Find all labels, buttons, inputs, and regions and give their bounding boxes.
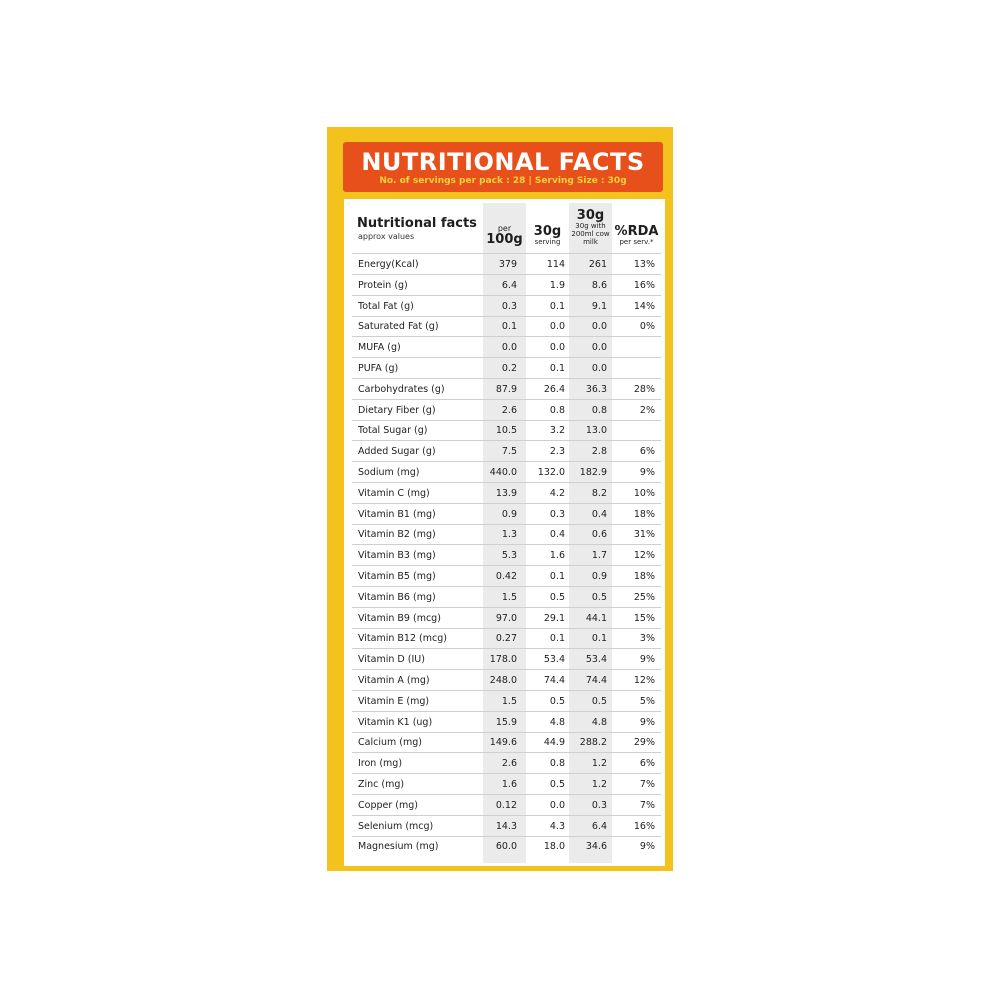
table-row [352,732,661,753]
value-with-milk: 4.8 [591,716,607,728]
value-per-serving: 114 [546,259,565,270]
value-rda: 25% [633,591,655,603]
value-with-milk: 8.2 [591,487,607,499]
value-per-serving: 0.3 [549,508,565,520]
nutrient-name: Magnesium (mg) [358,841,439,853]
value-per-serving: 0.5 [549,779,565,790]
nutrient-name: Vitamin A (mg) [358,675,430,686]
value-with-milk: 1.2 [591,758,607,770]
nutrient-name: PUFA (g) [358,363,399,374]
table-row [352,795,661,816]
value-per-serving: 74.4 [543,675,565,686]
value-per-100g: 97.0 [495,612,517,624]
value-per-100g: 6.4 [501,279,517,291]
value-per-100g: 1.5 [501,591,517,603]
value-per-serving: 29.1 [543,612,565,624]
value-rda: 15% [633,612,655,624]
column-header-milk [569,203,612,259]
value-rda: 16% [633,820,655,832]
nutrient-name: Saturated Fat (g) [358,321,439,333]
table-row [352,296,661,317]
table-row [352,400,661,421]
value-per-serving: 0.1 [549,633,565,645]
value-rda: 14% [633,300,655,312]
nutrient-name: Calcium (mg) [358,737,422,749]
col2-small: serving [534,238,561,246]
value-per-100g: 0.27 [495,633,517,645]
value-rda: 7% [639,779,655,790]
value-per-100g: 1.5 [501,695,517,707]
value-per-serving: 1.6 [549,550,565,562]
value-per-100g: 178.0 [489,654,517,666]
value-rda: 12% [633,550,655,562]
value-with-milk: 0.0 [591,321,607,333]
value-with-milk: 288.2 [579,737,607,749]
value-per-serving: 2.3 [549,446,565,458]
value-rda: 10% [633,487,655,499]
table-row [352,836,661,857]
value-per-100g: 7.5 [501,446,517,458]
value-with-milk: 0.9 [591,571,607,582]
banner-subtitle: No. of servings per pack : 28 | Serving Size : 30g [379,176,627,186]
value-with-milk: 53.4 [585,654,607,666]
value-with-milk: 182.9 [579,467,607,478]
nutrient-name: Vitamin B1 (mg) [358,508,436,520]
value-per-100g: 2.6 [501,758,517,770]
nutrient-name: Vitamin B9 (mcg) [358,612,441,624]
banner-title: NUTRITIONAL FACTS [361,148,645,176]
table-row [352,379,661,400]
table-row [352,691,661,712]
value-per-100g: 0.1 [501,321,517,333]
value-with-milk: 1.7 [591,550,607,562]
nutrient-name: Vitamin C (mg) [358,487,430,499]
table-row [352,337,661,358]
table-row [352,774,661,795]
col3-big: 30g [576,208,605,223]
nutrient-name: Vitamin B2 (mg) [358,529,436,541]
value-per-serving: 0.1 [549,571,565,582]
value-with-milk: 261 [588,259,607,270]
table-row [352,441,661,462]
table-row [352,608,661,629]
value-per-100g: 0.12 [495,799,517,811]
value-with-milk: 9.1 [591,300,607,312]
value-with-milk: 0.1 [591,633,607,645]
value-per-serving: 0.5 [549,695,565,707]
table-row [352,649,661,670]
value-per-serving: 3.2 [549,425,565,437]
nutrient-name: Copper (mg) [358,799,418,811]
nutrient-name: Vitamin D (IU) [358,654,425,666]
value-per-100g: 248.0 [489,675,517,686]
value-per-100g: 440.0 [489,467,517,478]
table-row [352,712,661,733]
value-per-100g: 1.6 [501,779,517,790]
table-header-title: Nutritional facts [357,216,477,231]
value-per-serving: 0.1 [549,363,565,374]
table-row [352,275,661,296]
col4-small: per serv.* [619,238,654,246]
value-per-serving: 26.4 [543,383,565,395]
value-rda: 31% [633,529,655,541]
value-per-100g: 1.3 [501,529,517,541]
value-per-100g: 0.9 [501,508,517,520]
value-per-serving: 4.2 [549,487,565,499]
nutrient-name: Sodium (mg) [358,467,420,478]
value-per-serving: 0.0 [549,799,565,811]
table-row [352,753,661,774]
value-rda: 29% [633,737,655,749]
nutrient-name: Carbohydrates (g) [358,383,445,395]
nutrient-name: Protein (g) [358,279,408,291]
table-row [352,670,661,691]
table-row [352,628,661,649]
value-with-milk: 0.5 [591,695,607,707]
value-rda: 7% [639,799,655,811]
nutrient-name: Vitamin K1 (ug) [358,716,433,728]
nutrient-name: Vitamin B12 (mcg) [358,633,447,645]
value-rda: 16% [633,279,655,291]
value-per-serving: 0.8 [549,758,565,770]
nutrient-name: Vitamin B5 (mg) [358,571,436,582]
table-row [352,566,661,587]
value-rda: 28% [633,383,655,395]
value-rda: 2% [639,404,655,416]
value-rda: 12% [633,675,655,686]
table-row [352,316,661,337]
value-per-100g: 0.3 [501,300,517,312]
col4-big: %RDA [614,224,659,239]
value-per-serving: 0.0 [549,321,565,333]
value-per-100g: 149.6 [489,737,517,749]
nutrient-name: Selenium (mcg) [358,820,434,832]
value-with-milk: 36.3 [585,383,607,395]
value-with-milk: 6.4 [591,820,607,832]
value-with-milk: 1.2 [591,779,607,790]
value-rda: 9% [639,841,655,853]
value-per-100g: 87.9 [495,383,517,395]
nutrient-name: Total Sugar (g) [358,425,428,437]
value-per-serving: 4.8 [549,716,565,728]
value-rda: 5% [639,695,655,707]
nutrient-name: Total Fat (g) [358,300,414,312]
table-row [352,254,661,275]
value-per-100g: 2.6 [501,404,517,416]
value-per-100g: 15.9 [495,716,517,728]
nutrient-name: Vitamin E (mg) [358,695,430,707]
value-per-100g: 60.0 [495,841,517,853]
value-per-100g: 5.3 [501,550,517,562]
nutrient-name: Iron (mg) [358,758,403,770]
value-rda: 3% [639,633,655,645]
table-row [352,545,661,566]
value-per-serving: 44.9 [543,737,565,749]
table-row [352,587,661,608]
value-per-serving: 18.0 [543,841,565,853]
value-per-serving: 1.9 [549,279,565,291]
table-row [352,420,661,441]
value-rda: 0% [639,321,655,333]
value-rda: 9% [639,654,655,666]
table-row [352,358,661,379]
value-with-milk: 13.0 [585,425,607,437]
value-per-serving: 0.8 [549,404,565,416]
value-with-milk: 2.8 [591,446,607,458]
value-per-serving: 0.4 [549,529,565,541]
table-row [352,483,661,504]
value-rda: 18% [633,508,655,520]
value-with-milk: 74.4 [585,675,607,686]
col1-small: per [497,224,512,233]
table-row [352,504,661,525]
value-rda: 13% [633,259,655,270]
value-per-100g: 14.3 [495,820,517,832]
col1-big: 100g [486,232,523,247]
value-per-100g: 379 [498,259,517,270]
table-header-subtitle: approx values [358,232,415,241]
value-rda: 18% [633,571,655,582]
value-per-serving: 53.4 [543,654,565,666]
value-with-milk: 0.0 [591,363,607,374]
value-with-milk: 0.0 [591,342,607,354]
value-per-100g: 13.9 [495,487,517,499]
value-with-milk: 0.6 [591,529,607,541]
nutrient-name: Vitamin B3 (mg) [358,550,436,562]
value-rda: 9% [639,467,655,478]
nutrient-name: Energy(Kcal) [358,259,419,270]
value-per-100g: 10.5 [495,425,517,437]
value-with-milk: 0.8 [591,404,607,416]
nutrient-name: Dietary Fiber (g) [358,404,436,416]
value-with-milk: 34.6 [585,841,607,853]
value-rda: 6% [639,758,655,770]
col2-big: 30g [533,224,562,239]
value-per-100g: 0.2 [501,363,517,374]
value-with-milk: 0.3 [591,799,607,811]
nutrient-name: Zinc (mg) [358,779,405,790]
value-per-100g: 0.42 [495,571,517,582]
value-per-100g: 0.0 [501,342,517,354]
value-with-milk: 8.6 [591,279,607,291]
value-per-serving: 0.0 [549,342,565,354]
nutrient-name: Vitamin B6 (mg) [358,591,436,603]
value-rda: 9% [639,716,655,728]
value-per-serving: 4.3 [549,820,565,832]
value-per-serving: 0.5 [549,591,565,603]
col3-small: 30g with 200ml cow milk [571,222,610,246]
table-row [352,462,661,483]
value-per-serving: 0.1 [549,300,565,312]
value-with-milk: 0.4 [591,508,607,520]
table-row [352,816,661,837]
value-per-serving: 132.0 [537,467,565,478]
table-row [352,524,661,545]
value-with-milk: 44.1 [585,612,607,624]
nutrient-name: Added Sugar (g) [358,446,436,458]
value-with-milk: 0.5 [591,591,607,603]
nutrition-banner [343,142,663,192]
value-rda: 6% [639,446,655,458]
nutrient-name: MUFA (g) [358,342,401,354]
